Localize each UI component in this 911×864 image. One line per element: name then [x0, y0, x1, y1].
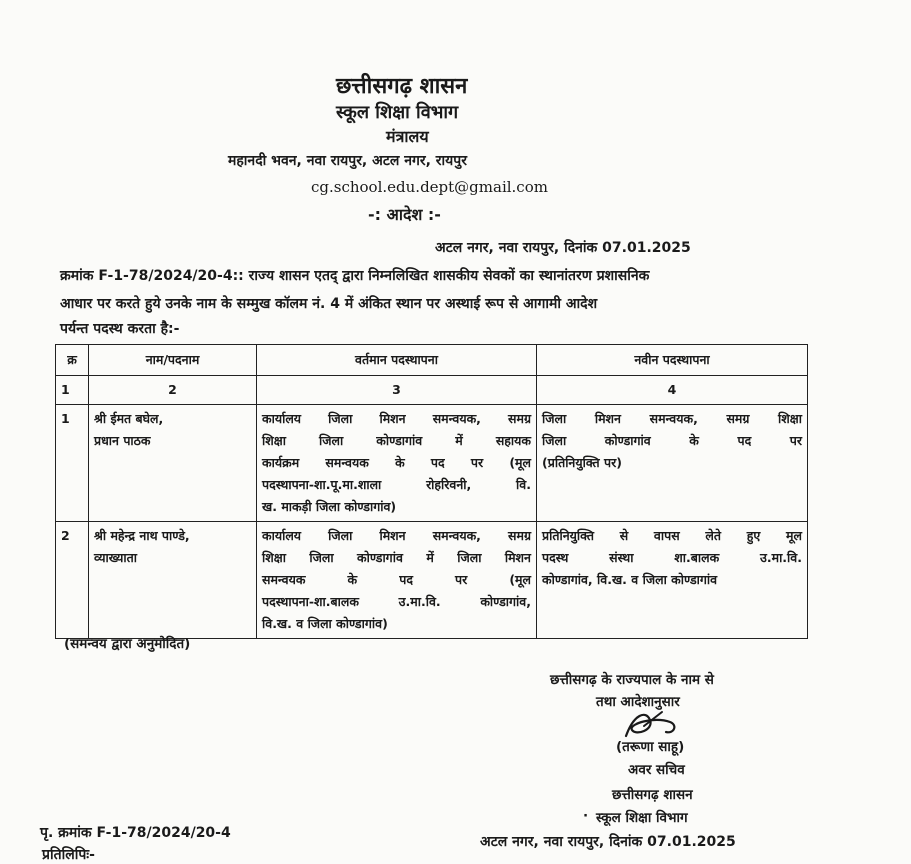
current-posting-line: पदस्थापना-शा.बालक उ.मा.वि. कोण्डागांव, [262, 594, 531, 609]
table-header-row [56, 345, 808, 376]
row-sno: 2 [56, 522, 89, 639]
new-posting-line: प्रतिनियुक्ति से वापस लेते हुए मूल [542, 528, 802, 543]
header-address: महानदी भवन, नवा रायपुर, अटल नगर, रायपुर [228, 153, 467, 169]
new-posting-line: जिला मिशन समन्वयक, समग्र शिक्षा [542, 411, 802, 426]
table-header-name: नाम/पदनाम [89, 345, 257, 376]
signatory-department-bullet-icon: · [583, 808, 589, 824]
order-paragraph-line-3: पर्यन्त पदस्थ करता है:- [60, 321, 180, 337]
order-paragraph-line-2: आधार पर करते हुये उनके नाम के सम्मुख कॉलम नं. 4 में अंकित स्थान पर अस्थाई रूप से आगामी आदेश [60, 296, 598, 312]
table-row [56, 405, 808, 522]
column-number: 1 [56, 376, 89, 405]
signature-order-line: तथा आदेशानुसार [596, 694, 680, 710]
order-heading: -: आदेश :- [368, 205, 441, 224]
current-posting-line: पदस्थापना-शा.पू.मा.शाला रोहरिवनी, वि. [262, 477, 531, 492]
table-header-new-posting: नवीन पदस्थापना [537, 345, 808, 376]
signatory-designation: अवर सचिव [628, 762, 685, 778]
header-ministry: मंत्रालय [386, 127, 429, 146]
row-new-posting [537, 522, 808, 639]
column-number: 3 [257, 376, 537, 405]
signatory-government: छत्तीसगढ़ शासन [612, 787, 693, 803]
table-header-current-posting: वर्तमान पदस्थापना [257, 345, 537, 376]
table-header-sno: क्र [56, 345, 89, 376]
row-name-line: श्री ईमत बघेल, [94, 411, 164, 426]
header-email: cg.school.edu.dept@gmail.com [311, 178, 548, 196]
row-sno: 1 [56, 405, 89, 522]
new-posting-line: पदस्थ संस्था शा.बालक उ.मा.वि. [542, 550, 802, 565]
row-designation: प्रधान पाठक [94, 433, 151, 448]
new-posting-line: (प्रतिनियुक्ति पर) [542, 455, 622, 470]
row-name-line: श्री महेन्द्र नाथ पाण्डे, [94, 528, 190, 543]
header-department: स्कूल शिक्षा विभाग [336, 102, 459, 123]
current-posting-line: समन्वयक के पद पर (मूल [262, 572, 531, 587]
column-number: 4 [537, 376, 808, 405]
row-name [89, 522, 257, 639]
current-posting-line: शिक्षा जिला कोण्डागांव में सहायक [262, 433, 531, 448]
signature-authority-line: छत्तीसगढ़ के राज्यपाल के नाम से [550, 672, 714, 688]
row-new-posting [537, 405, 808, 522]
current-posting-line: कार्यालय जिला मिशन समन्वयक, समग्र [262, 411, 531, 426]
current-posting-line: शिक्षा जिला कोण्डागांव में जिला मिशन [262, 550, 531, 565]
row-designation: व्याख्याता [94, 550, 137, 565]
current-posting-line: कार्यालय जिला मिशन समन्वयक, समग्र [262, 528, 531, 543]
transfer-table [55, 344, 808, 639]
footer-date: अटल नगर, नवा रायपुर, दिनांक 07.01.2025 [480, 834, 736, 850]
current-posting-line: ख. माकड़ी जिला कोण्डागांव) [262, 499, 397, 514]
row-name [89, 405, 257, 522]
approval-note: (समन्वय द्वारा अनुमोदित) [64, 636, 191, 652]
current-posting-line: कार्यक्रम समन्वयक के पद पर (मूल [262, 455, 531, 470]
new-posting-line: जिला कोण्डागांव के पद पर [542, 433, 802, 448]
footer-copy-label: प्रतिलिपिः- [42, 847, 95, 863]
order-date: अटल नगर, नवा रायपुर, दिनांक 07.01.2025 [435, 240, 691, 256]
table-column-number-row [56, 376, 808, 405]
table-row [56, 522, 808, 639]
order-paragraph-line-1: क्रमांक F-1-78/2024/20-4:: राज्य शासन एतद् द्वारा निम्नलिखित शासकीय सेवकों का स्थानांतरण प्रशासनिक [60, 268, 650, 284]
footer-reference: पृ. क्रमांक F-1-78/2024/20-4 [40, 825, 231, 841]
current-posting-line: वि.ख. व जिला कोण्डागांव) [262, 616, 388, 631]
row-current-posting [257, 522, 537, 639]
signatory-department: स्कूल शिक्षा विभाग [596, 810, 688, 826]
header-government: छत्तीसगढ़ शासन [336, 74, 468, 99]
signatory-name: (तरूणा साहू) [616, 739, 685, 755]
new-posting-line: कोण्डागांव, वि.ख. व जिला कोण्डागांव [542, 572, 718, 587]
row-current-posting [257, 405, 537, 522]
column-number: 2 [89, 376, 257, 405]
